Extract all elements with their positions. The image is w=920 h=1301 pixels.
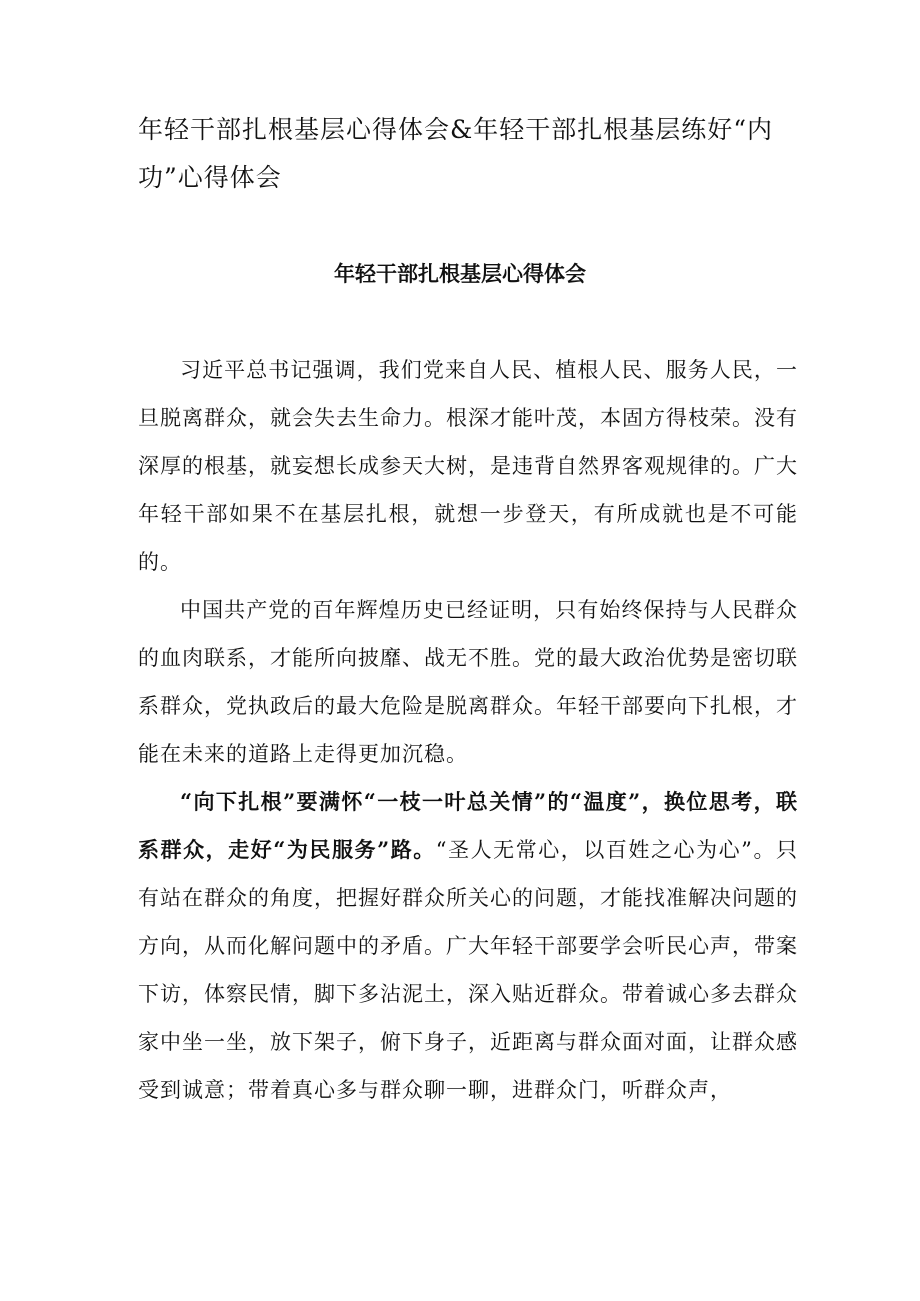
document-title: 年轻干部扎根基层心得体会&年轻干部扎根基层练好“内功”心得体会 <box>138 115 774 192</box>
paragraph-3-lead: “向下扎根”要满怀“一枝一叶总关情”的“温度”，换位思考，联系群众，走好“为民服务”路。 <box>138 789 798 862</box>
paragraph-3-text: “圣人无常心，以百姓之心为心”。只有站在群众的角度，把握好群众所关心的问题，才能找准解决问题的方向，从而化解问题中的矛盾。广大年轻干部要学会听民心声，带案下访，体察民情，脚下多沾泥土，深入贴近群众。带着诚心多去群众家中坐一坐，放下架子，俯下身子，近距离与群众面对面，让群众感受到诚意；带着真心多与群众聊一聊，进群众门，听群众声， <box>138 838 798 1102</box>
section-title: 年轻干部扎根基层心得体会 <box>334 261 586 286</box>
paragraph-2-text: 中国共产党的百年辉煌历史已经证明，只有始终保持与人民群众的血肉联系，才能所向披靡、战无不胜。党的最大政治优势是密切联系群众，党执政后的最大危险是脱离群众。年轻干部要向下扎根，才能在未来的道路上走得更加沉稳。 <box>138 598 798 766</box>
paragraph-1 <box>138 346 798 586</box>
paragraph-2 <box>138 586 798 778</box>
paragraph-3 <box>138 778 798 1114</box>
document-body <box>138 346 798 1114</box>
paragraph-1-text: 习近平总书记强调，我们党来自人民、植根人民、服务人民，一旦脱离群众，就会失去生命力。根深才能叶茂，本固方得枝荣。没有深厚的根基，就妄想长成参天大树，是违背自然界客观规律的。广大年轻干部如果不在基层扎根，就想一步登天，有所成就也是不可能的。 <box>138 358 798 574</box>
